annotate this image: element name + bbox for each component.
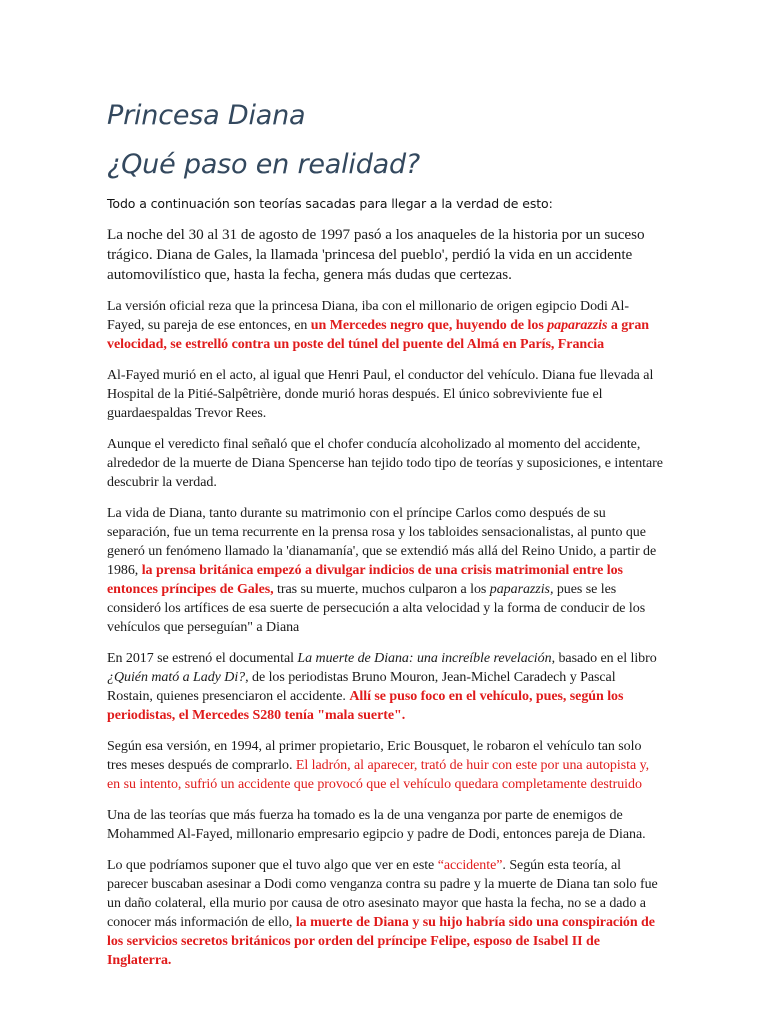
paragraph-6-highlight: Allí se puso foco en el vehículo, pues, según los periodistas, el Mercedes S280 tenía "mala suerte". — [107, 689, 624, 723]
paragraph-2-highlight-end: a gran velocidad, se estrelló contra un poste del túnel del puente del Almá en París, Francia — [107, 318, 650, 352]
paragraph-6-text-2: , basado en el libro — [551, 651, 657, 666]
paragraph-7-highlight: El ladrón, al aparecer, trató de huir con este por una autopista y, en su intento, sufrió un accidente que provocó que el vehículo quedara completamente destruido — [107, 758, 650, 792]
paragraph-6-documentary-title: La muerte de Diana: una increíble revelación — [297, 651, 552, 666]
paragraph-7 — [107, 737, 663, 794]
paragraph-2-highlight-italic: paparazzis — [547, 318, 608, 333]
paragraph-2 — [107, 297, 663, 354]
paragraph-9-accident: “accidente” — [437, 858, 503, 873]
intro-paragraph: Todo a continuación son teorías sacadas para llegar a la verdad de esto: — [107, 196, 553, 211]
paragraph-8: Una de las teorías que más fuerza ha tomado es la de una venganza por parte de enemigos de Mohammed Al-Fayed, millonario empresario egipcio y padre de Dodi, entonces pareja de Diana. — [107, 808, 646, 842]
document-title: Princesa Diana — [107, 100, 306, 131]
paragraph-5-italic: paparazzis, — [489, 582, 554, 597]
paragraph-5-text-3: pues se les consideró los artífices de esa suerte de persecución a alta velocidad y la forma de conducir de los vehículos que perseguían" a Diana — [107, 582, 646, 635]
document-subtitle: ¿Qué paso en realidad? — [107, 149, 421, 180]
paragraph-5-text: La vida de Diana, tanto durante su matrimonio con el príncipe Carlos como después de su separación, fue un tema recurrente en la prensa rosa y los tabloides sensacionalistas, al punto que generó un fenómeno llamado la 'dianamanía', que se extendió más allá del Reino Unido, a partir de 1986, — [107, 506, 657, 578]
paragraph-6-text: En 2017 se estrenó el documental — [107, 651, 298, 666]
paragraph-6 — [107, 649, 663, 725]
paragraph-5 — [107, 504, 663, 637]
paragraph-9-text-2: . Según esta teoría, al parecer buscaban asesinar a Dodi como venganza contra su padre y la muerte de Diana tan solo fue un daño colateral, ella murio por causa de otro asesinato mayor que hasta la fecha, no se a dado a conocer más información de ello, — [107, 858, 658, 930]
paragraph-5-highlight: la prensa británica empezó a divulgar indicios de una crisis matrimonial entre los entonces príncipes de Gales, — [107, 563, 623, 597]
paragraph-7-text: Según esa versión, en 1994, al primer propietario, Eric Bousquet, le robaron el vehículo tan solo tres meses después de comprarlo. — [107, 739, 642, 773]
paragraph-1: La noche del 30 al 31 de agosto de 1997 pasó a los anaqueles de la historia por un suceso trágico. Diana de Gales, la llamada 'princesa del pueblo', perdió la vida en un accidente automovilístico que, hasta la fecha, genera más dudas que certezas. — [107, 226, 645, 283]
paragraph-2-text: La versión oficial reza que la princesa Diana, iba con el millonario de origen egipcio Dodi Al-Fayed, su pareja de ese entonces, en — [107, 299, 630, 333]
paragraph-6-text-3: , de los periodistas Bruno Mouron, Jean-Michel Caradech y Pascal Rostain, quienes presenciaron el accidente. — [107, 670, 616, 704]
paragraph-9-text: Lo que podríamos suponer que el tuvo algo que ver en este — [107, 858, 438, 873]
paragraph-9-highlight: la muerte de Diana y su hijo habría sido una conspiración de los servicios secretos británicos por orden del príncipe Felipe, esposo de Isabel II de Inglaterra. — [107, 915, 655, 968]
paragraph-4: Aunque el veredicto final señaló que el chofer conducía alcoholizado al momento del accidente, alrededor de la muerte de Diana Spencerse han tejido todo tipo de teorías y suposiciones, e intentare descubrir la verdad. — [107, 437, 663, 490]
paragraph-5-text-2: tras su muerte, muchos culparon a los — [273, 582, 490, 597]
paragraph-6-book-title: ¿Quién mató a Lady Di? — [107, 670, 246, 685]
paragraph-2-highlight-text: un Mercedes negro que, huyendo de los — [310, 318, 548, 333]
paragraph-3: Al-Fayed murió en el acto, al igual que Henri Paul, el conductor del vehículo. Diana fue llevada al Hospital de la Pitié-Salpêtrière, donde murió horas después. El único sobreviviente fue el guardaespaldas Trevor Rees. — [107, 368, 654, 421]
paragraph-9 — [107, 856, 663, 970]
